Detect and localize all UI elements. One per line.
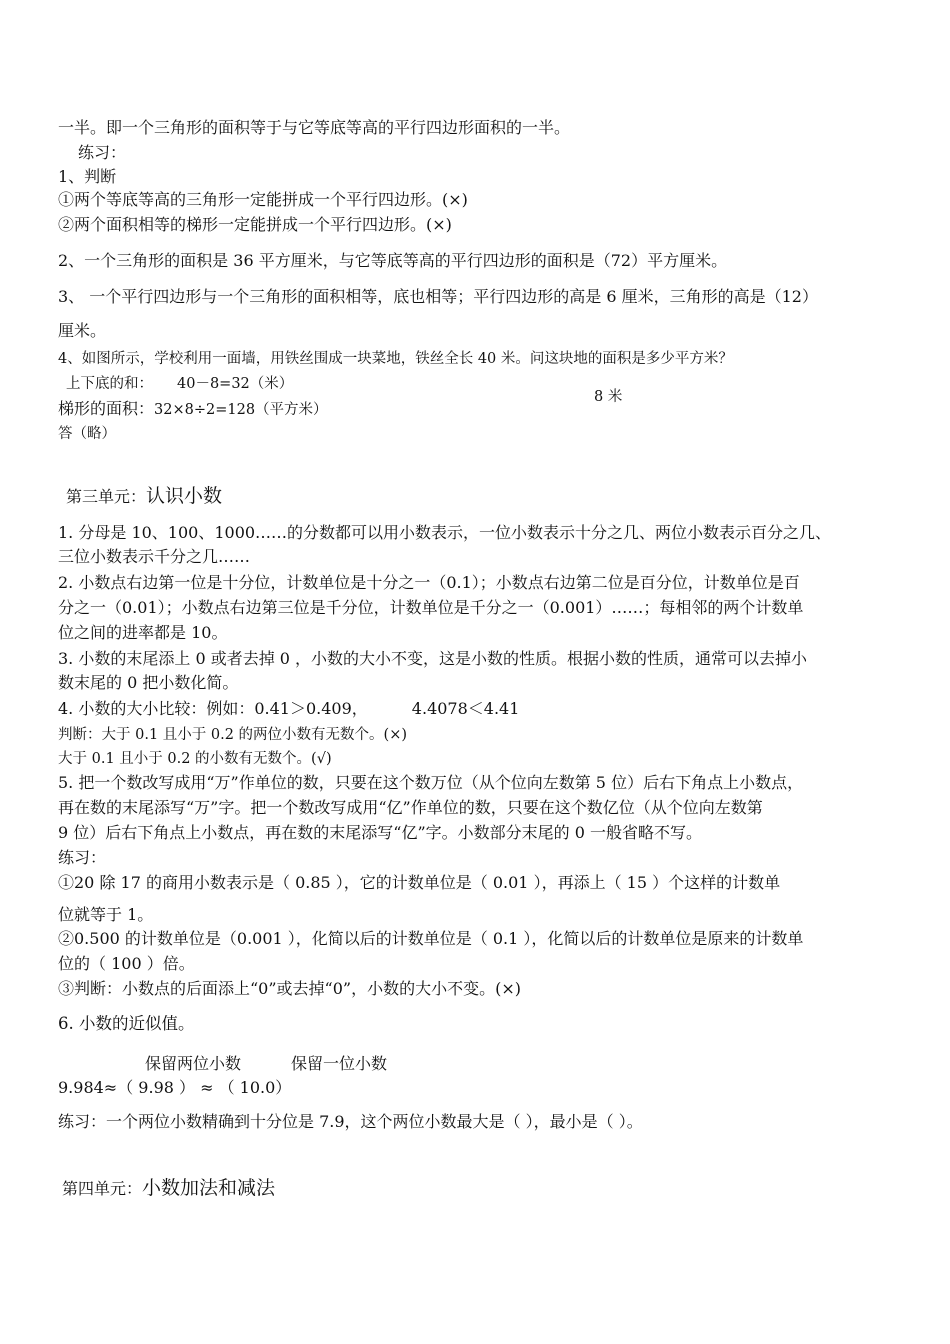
q4-area-label: 梯形的面积：: [58, 399, 155, 418]
u3-exercise-1-line-1: ①20 除 17 的商用小数表示是（ 0.85 ），它的计数单位是（ 0.01 ），再添上（ 15 ）个这样的计数单: [58, 873, 781, 892]
unit-4-heading-title: 小数加法和减法: [142, 1177, 276, 1199]
approx-header: [145, 1054, 387, 1074]
u3-point-2-line-2: 分之一（0.01）；小数点右边第三位是千分位，计数单位是千分之一（0.001）……；每相邻的两个计数单: [58, 598, 804, 617]
approx-column-2: 保留一位小数: [291, 1054, 388, 1073]
unit-3-heading-prefix: 第三单元：: [66, 487, 147, 506]
u3-exercise-3: ③判断：小数点的后面添上“0”或去掉“0”，小数的大小不变。(×): [58, 979, 521, 998]
u3-point-5-line-2: 再在数的末尾添写“万”字。把一个数改写成用“亿”作单位的数，只要在这个数亿位（从个位向左数第: [58, 798, 763, 817]
u3-point-5-line-1: 5. 把一个数改写成用“万”作单位的数，只要在这个数万位（从个位向左数第 5 位）后右下角点上小数点，: [58, 773, 804, 792]
u3-point-2-line-1: 2. 小数点右边第一位是十分位，计数单位是十分之一（0.1）；小数点右边第二位是百分位，计数单位是百: [58, 573, 800, 592]
q4-answer: 答（略）: [58, 426, 116, 442]
question-3-line-2: 厘米。: [58, 321, 107, 340]
u3-exercise-1-line-2: 位就等于 1。: [58, 905, 154, 924]
q4-area-line: [58, 399, 328, 420]
q4-sum-line: [66, 374, 293, 394]
approx-example: 9.984≈（ 9.98 ） ≈ （ 10.0）: [58, 1078, 292, 1097]
question-3-line-1: 3、 一个平行四边形与一个三角形的面积相等，底也相等；平行四边形的高是 6 厘米，三角形的高是（12）: [58, 287, 818, 306]
u3-exercise-2-line-2: 位的（ 100 ）倍。: [58, 954, 195, 973]
u3-point-1-line-1: 1. 分母是 10、100、1000……的分数都可以用小数表示，一位小数表示十分之几、两位小数表示百分之几、: [58, 523, 832, 542]
unit-4-heading: [62, 1177, 275, 1200]
u3-judge-a: 判断：大于 0.1 且小于 0.2 的两位小数有无数个。(×): [58, 727, 408, 743]
unit-4-heading-prefix: 第四单元：: [62, 1179, 143, 1198]
approx-column-1: 保留两位小数: [145, 1054, 242, 1073]
u3-point-3-line-2: 数末尾的 0 把小数化简。: [58, 673, 239, 692]
u3-point-4: [58, 699, 519, 719]
intro-text: 一半。即一个三角形的面积等于与它等底等高的平行四边形面积的一半。: [58, 118, 571, 137]
q4-area-calc: 32×8÷2=128（平方米）: [154, 402, 328, 418]
u3-point-5-line-3: 9 位）后右下角点上小数点，再在数的末尾添写“亿”字。小数部分末尾的 0 一般省略不写。: [58, 823, 702, 842]
q4-sum-label: 上下底的和：: [66, 376, 153, 392]
question-4: 4、如图所示，学校利用一面墙，用铁丝围成一块菜地，铁丝全长 40 米。问这块地的面积是多少平方米？: [58, 351, 733, 367]
u3-practice-label: 练习：: [58, 848, 107, 867]
approx-practice: 练习：一个两位小数精确到十分位是 7.9，这个两位小数最大是（ ），最小是（ ）。: [58, 1112, 643, 1131]
u3-point-4-example-a: 4. 小数的大小比较：例如：0.41＞0.409，: [58, 699, 368, 718]
question-2: 2、一个三角形的面积是 36 平方厘米，与它等底等高的平行四边形的面积是（72）平方厘米。: [58, 251, 728, 270]
u3-exercise-2-line-1: ②0.500 的计数单位是（0.001 ），化简以后的计数单位是（ 0.1 ），化简以后的计数单位是原来的计数单: [58, 929, 804, 948]
q4-figure-label: 8 米: [594, 389, 623, 405]
judge-item-1: ①两个等底等高的三角形一定能拼成一个平行四边形。(×): [58, 190, 468, 209]
judge-title: 1、判断: [58, 167, 117, 186]
u3-point-2-line-3: 位之间的进率都是 10。: [58, 623, 228, 642]
unit-3-heading-title: 认识小数: [146, 485, 223, 507]
u3-point-1-line-2: 三位小数表示千分之几……: [58, 547, 251, 566]
u3-point-3-line-1: 3. 小数的末尾添上 0 或者去掉 0 ，小数的大小不变，这是小数的性质。根据小数的性质，通常可以去掉小: [58, 649, 808, 668]
u3-judge-b: 大于 0.1 且小于 0.2 的小数有无数个。(√): [58, 751, 332, 767]
practice-label: 练习：: [78, 143, 127, 162]
u3-point-6: 6. 小数的近似值。: [58, 1014, 195, 1033]
u3-point-4-example-b: 4.4078＜4.41: [411, 699, 520, 718]
q4-sum-calc: 40－8=32（米）: [177, 376, 294, 392]
unit-3-heading: [66, 485, 222, 508]
judge-item-2: ②两个面积相等的梯形一定能拼成一个平行四边形。(×): [58, 215, 452, 234]
